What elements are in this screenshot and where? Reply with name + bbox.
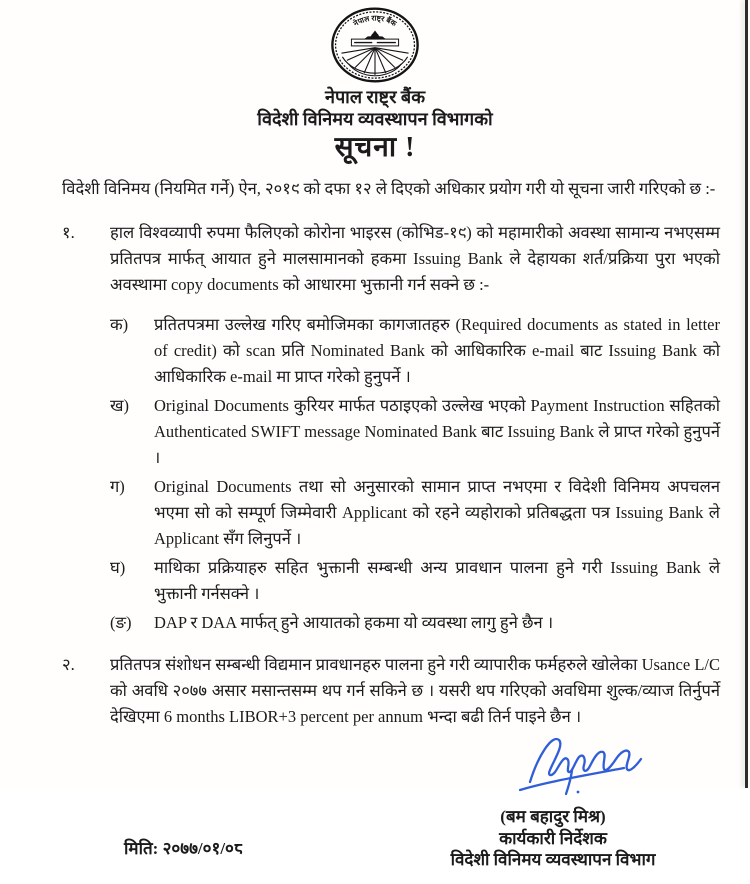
list-item-1 xyxy=(62,220,720,298)
notice-body xyxy=(0,164,750,884)
sub-item-label: (ङ) xyxy=(110,613,132,632)
sub-item-label: ख) xyxy=(110,396,129,415)
signatory-title: कार्यकारी निर्देशक xyxy=(499,829,607,848)
nepal-rastra-bank-seal-icon xyxy=(329,6,421,84)
sub-item-text: Original Documents कुरियर मार्फत पठाइएको उल्लेख भएको Payment Instruction सहितको Authenticated SWIFT message Nominated Bank बाट Issuing Bank ले प्राप्त गरेको हुनुपर्ने । xyxy=(154,396,720,467)
sub-item-kha xyxy=(110,393,720,471)
signatory-block xyxy=(428,806,678,870)
sub-item-label: ग) xyxy=(110,477,125,496)
signatory-name: (बम बहादुर मिश्र) xyxy=(500,807,606,826)
sub-item-text: प्रतितपत्रमा उल्लेख गरिए बमोजिमका कागजातहरु (Required documents as stated in letter of credit) को scan प्रति Nominated Bank को आधिकारिक e-mail बाट Issuing Bank को आधिकारिक e-mail मा प्राप्त गरेको हुनुपर्ने । xyxy=(154,315,720,386)
intro-paragraph: विदेशी विनिमय (नियमित गर्ने) ऐन, २०१९ को दफा १२ ले दिएको अधिकार प्रयोग गरी यो सूचना जारी गरिएको छ :- xyxy=(62,179,716,198)
scan-edge-artifact xyxy=(745,0,748,788)
sub-item-label: घ) xyxy=(110,558,126,577)
sub-item-gha xyxy=(110,555,720,607)
sub-item-ga xyxy=(110,474,720,552)
department-name: विदेशी विनिमय व्यवस्थापन विभागको xyxy=(257,109,493,129)
sub-item-text: Original Documents तथा सो अनुसारको सामान प्राप्त नभएमा र विदेशी विनिमय अपचलन भएमा सो को सम्पूर्ण जिम्मेवारी Applicant को रहने व्यहोराको प्रतिबद्धता पत्र Issuing Bank ले Applicant सँग लिनुपर्ने । xyxy=(154,477,720,548)
sub-item-ka xyxy=(110,312,720,390)
sub-item-nga xyxy=(110,610,720,636)
sub-item-list xyxy=(110,312,720,636)
notice-title: सूचना ! xyxy=(334,132,416,163)
svg-text:नेपाल राष्ट्र बैंक: नेपाल राष्ट्र बैंक xyxy=(351,13,399,29)
document-header xyxy=(0,0,750,164)
sub-item-text: DAP र DAA मार्फत् हुने आयातको हकमा यो व्यवस्था लागु हुने छैन । xyxy=(154,613,554,632)
sub-item-text: माथिका प्रक्रियाहरु सहित भुक्तानी सम्बन्धी अन्य प्रावधान पालना हुने गरी Issuing Bank ले भुक्तानी गर्नसक्ने । xyxy=(154,558,720,603)
item-number: १. xyxy=(62,223,75,242)
signatory-department: विदेशी विनिमय व्यवस्थापन विभाग xyxy=(450,850,656,869)
list-item-2 xyxy=(62,652,720,730)
sub-item-label: क) xyxy=(110,315,129,334)
footer xyxy=(62,744,720,884)
bank-name: नेपाल राष्ट्र बैंक xyxy=(324,87,426,107)
handwritten-signature xyxy=(512,722,652,802)
item-number: २. xyxy=(62,655,75,674)
item-text: हाल विश्वव्यापी रुपमा फैलिएको कोरोना भाइरस (कोभिड-१९) को महामारीको अवस्था सामान्य नभएसम्म प्रतितपत्र मार्फत् आयात हुने मालसामानको हकमा Issuing Bank ले देहायका शर्त/प्रक्रिया पुरा भएको अवस्थामा copy documents को आधारमा भुक्तानी गर्न सक्ने छ :- xyxy=(110,223,720,294)
date-line: मिति: २०७७/०१/०८ xyxy=(124,839,243,858)
item-text: प्रतितपत्र संशोधन सम्बन्धी विद्यमान प्रावधानहरु पालना हुने गरी व्यापारीक फर्महरुले खोलेका Usance L/C को अवधि २०७७ असार मसान्तसम्म थप गर्न सकिने छ । यसरी थप गरिएको अवधिमा शुल्क/व्याज तिर्नुपर्ने देखिएमा 6 months LIBOR+3 percent per annum भन्दा बढी तिर्न पाइने छैन । xyxy=(110,655,720,726)
